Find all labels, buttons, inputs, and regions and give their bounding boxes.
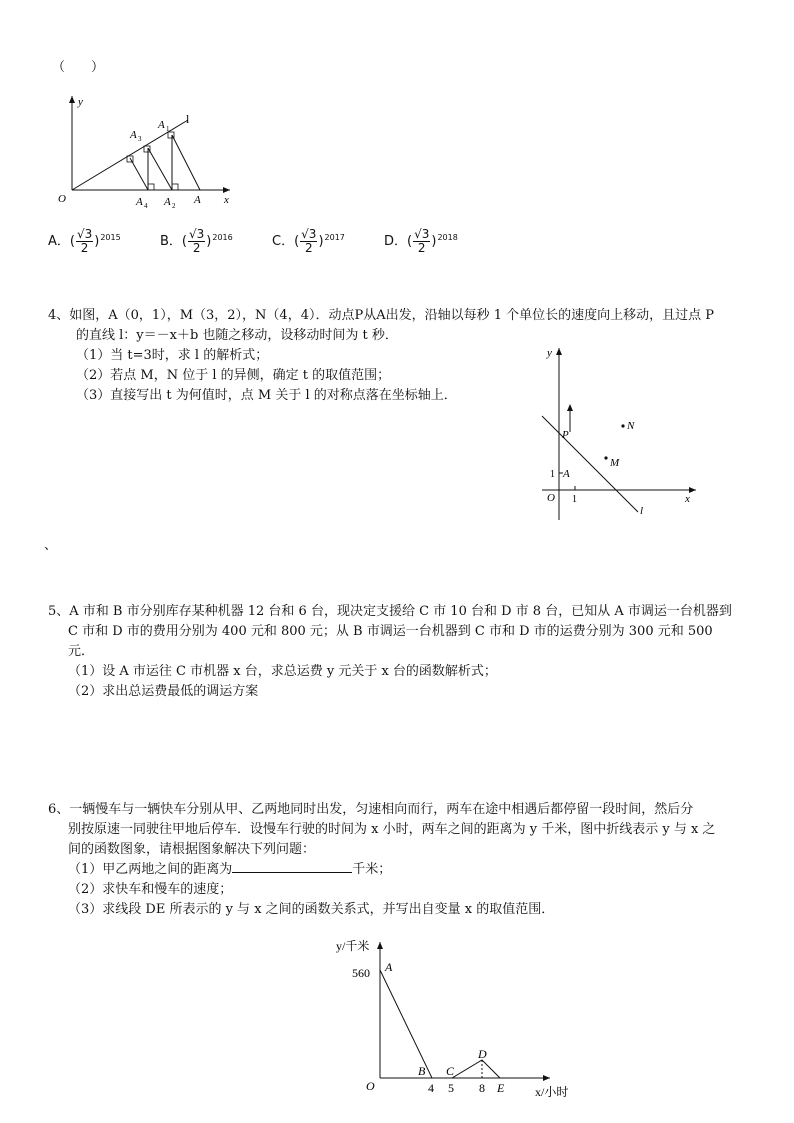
q5-line2: C 市和 D 市的费用分别为 400 元和 800 元；从 B 市调运一台机器到 C 市和 D 市的运费分别为 300 元和 500 <box>68 624 713 639</box>
q4-line1: 4、如图，A（0，1），M（3，2），N（4，4）．动点P从A出发，沿轴以每秒 1 个单位长的速度向上移动，且过点 P <box>48 308 715 323</box>
fig3-x-axis-label: x/小时 <box>535 1085 569 1099</box>
fig3-origin-label: O <box>366 1079 375 1093</box>
q4-part1: （1）当 t=3时，求 l 的解析式； <box>76 348 269 363</box>
q6-line2: 别按原速一同驶往甲地后停车．设慢车行驶的时间为 x 小时，两车之间的距离为 y 千米，图中折线表示 y 与 x 之 <box>68 822 716 837</box>
fig1-y-label: y <box>78 96 83 108</box>
q6-part3: （3）求线段 DE 所表示的 y 与 x 之间的函数关系式，并写出自变量 x 的取值范围． <box>68 902 555 917</box>
q4-part2: （2）若点 M，N 位于 l 的异侧，确定 t 的取值范围； <box>76 368 391 383</box>
fig2-y-label: y <box>547 347 552 359</box>
fig3-tick-4: 4 <box>428 1081 434 1095</box>
option-b: B．( $\frac{√3}{2}$ )$^{2016}$ <box>160 227 233 255</box>
fig2-x-one: 1 <box>572 494 577 505</box>
fig1-line-label: l <box>186 112 190 126</box>
figure-projection-triangles <box>50 90 250 215</box>
option-a: A．( $\frac{√3}{2}$ )$^{2015}$ <box>48 227 121 255</box>
q6-part2: （2）求快车和慢车的速度； <box>68 882 233 897</box>
fig1-x-label: x <box>224 194 229 206</box>
fig1-origin-label: O <box>58 193 66 205</box>
q5-part2: （2）求出总运费最低的调运方案 <box>68 684 259 699</box>
q6-line1: 6、一辆慢车与一辆快车分别从甲、乙两地同时出发，匀速相向而行，两车在途中相遇后都停留一段时间，然后分 <box>48 802 694 817</box>
svg-text:3: 3 <box>138 135 142 143</box>
stray-mark: 、 <box>44 538 58 553</box>
q6-part1: （1）甲乙两地之间的距离为 千米； <box>68 862 392 877</box>
option-c: C．( $\frac{√3}{2}$ )$^{2017}$ <box>272 227 345 255</box>
fig1-a2-label: A <box>164 196 171 208</box>
figure-coordinate-line <box>530 340 710 525</box>
fig2-l-label: l <box>640 505 644 517</box>
q5-line1: 5、A 市和 B 市分别库存某种机器 12 台和 6 台，现决定支援给 C 市 10 台和 D 市 8 台，已知从 A 市调运一台机器到 <box>48 604 732 619</box>
q6-line3: 间的函数图象，请根据图象解决下列问题： <box>68 842 316 857</box>
q4-part3: （3）直接写出 t 为何值时，点 M 关于 l 的对称点落在坐标轴上． <box>76 388 457 403</box>
fig2-y-one: 1 <box>550 469 555 480</box>
q4-line2: 的直线 l：y＝－x＋b 也随之移动，设移动时间为 t 秒． <box>76 328 398 343</box>
fig1-a1-label: A <box>158 119 165 131</box>
fig1-a3-label: A <box>130 129 137 141</box>
q5-line3: 元． <box>68 644 95 659</box>
fig3-e-label: E <box>497 1081 505 1095</box>
fig3-d-label: D <box>478 1047 487 1061</box>
svg-text:4: 4 <box>144 202 148 210</box>
svg-text:2: 2 <box>172 202 176 210</box>
fig3-a-label: A <box>385 960 393 974</box>
figure-distance-time-graph <box>330 930 590 1110</box>
fig2-n-label: N <box>627 420 635 432</box>
fig3-tick-8: 8 <box>479 1081 485 1095</box>
svg-text:1: 1 <box>166 125 170 133</box>
fig3-y-axis-label: y/千米 <box>336 939 370 953</box>
q5-part1: （1）设 A 市运往 C 市机器 x 台，求总运费 y 元关于 x 台的函数解析式； <box>68 664 497 679</box>
fig3-b-label: B <box>418 1064 426 1078</box>
fig2-x-label: x <box>685 493 690 505</box>
fig1-a4-label: A <box>136 196 143 208</box>
answer-paren: （ ） <box>52 60 105 75</box>
fig3-tick-5: 5 <box>448 1081 454 1095</box>
option-d: D．( $\frac{√3}{2}$ )$^{2018}$ <box>384 227 458 255</box>
fig3-560-label: 560 <box>352 966 370 980</box>
answer-blank <box>232 860 352 873</box>
fig2-m-label: M <box>610 457 620 469</box>
fig2-origin-label: O <box>547 492 555 504</box>
fig1-a-label: A <box>194 194 201 206</box>
fig2-p-label: P <box>562 429 569 441</box>
fig3-c-label: C <box>446 1064 455 1078</box>
fig2-a-label: A <box>563 468 570 480</box>
